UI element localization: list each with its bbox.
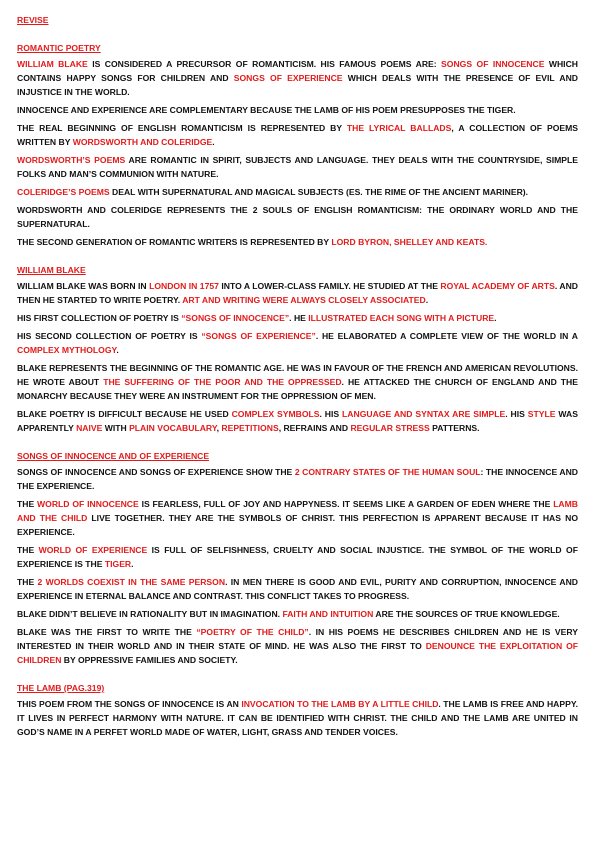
text: HIS SECOND COLLECTION OF POETRY IS [17, 331, 202, 341]
text: WITH [102, 423, 130, 433]
text: DEAL WITH SUPERNATURAL AND MAGICAL SUBJECTS (ES. THE RIME OF THE ANCIENT MARINER). [109, 187, 529, 197]
paragraph [17, 543, 578, 571]
text: . HIS [505, 409, 528, 419]
text: WAS APPARENTLY [17, 409, 578, 433]
text: WHICH DEALS WITH THE PRESENCE OF EVIL AND INJUSTICE IN THE WORLD. [17, 73, 578, 97]
section-heading: THE LAMB (PAG.319) [17, 683, 105, 693]
text: . [494, 313, 497, 323]
text: HIS FIRST COLLECTION OF POETRY IS [17, 313, 182, 323]
section-romantic-poetry [17, 41, 578, 249]
paragraph [17, 311, 578, 325]
text: WHICH CONTAINS HAPPY SONGS FOR CHILDREN AND [17, 59, 578, 83]
text: THE [17, 577, 38, 587]
red-text: SONGS OF INNOCENCE [441, 59, 545, 69]
text: THIS POEM FROM THE SONGS OF INNOCENCE IS AN [17, 699, 242, 709]
text: IS CONSIDERED A PRECURSOR OF ROMANTICISM. HIS FAMOUS POEMS ARE: [87, 59, 442, 69]
section-william-blake [17, 263, 578, 435]
text: WILLIAM BLAKE WAS BORN IN [17, 281, 150, 291]
text: , [216, 423, 222, 433]
section-revise [17, 13, 578, 27]
red-text: LAMB AND THE CHILD [17, 499, 579, 523]
red-text: REPETITIONS [221, 423, 279, 433]
section-heading: WILLIAM BLAKE [17, 265, 86, 275]
paragraph [17, 235, 578, 249]
red-text: FAITH AND INTUITION [282, 609, 374, 619]
section-songs-of-innocence-and-experience [17, 449, 578, 667]
red-text: “POETRY OF THE CHILD” [196, 627, 309, 637]
text: THE REAL BEGINNING OF ENGLISH ROMANTICISM IS REPRESENTED BY [17, 123, 347, 133]
red-text: STYLE [527, 409, 556, 419]
text: : THE INNOCENCE AND THE EXPERIENCE. [17, 467, 579, 491]
text: WORDSWORTH AND COLERIDGE REPRESENTS THE 2 SOULS OF ENGLISH ROMANTICISM: THE ORDINARY WORLD AND THE SUPERNATURAL. [17, 205, 578, 229]
text: INNOCENCE AND EXPERIENCE ARE COMPLEMENTARY BECAUSE THE LAMB OF HIS POEM PRESUPPOSES THE TIGER. [17, 105, 516, 115]
text: ARE ROMANTIC IN SPIRIT, SUBJECTS AND LANGUAGE. THEY DEALS WITH THE COUNTRYSIDE, SIMPLE FOLKS AND MAN’S COMMUNION WITH NATURE. [17, 155, 578, 179]
red-text: INVOCATION TO THE LAMB BY A LITTLE CHILD [241, 699, 439, 709]
paragraph [17, 153, 578, 181]
paragraph [17, 465, 578, 493]
red-text: LORD BYRON, SHELLEY AND KEATS. [331, 237, 488, 247]
text: IS FEARLESS, FULL OF JOY AND HAPPYNESS. IT SEEMS LIKE A GARDEN OF EDEN WHERE THE [138, 499, 554, 509]
text: , A COLLECTION OF POEMS WRITTEN BY [17, 123, 578, 147]
red-text: WORDSWORTH AND COLERIDGE [72, 137, 213, 147]
text: . [131, 559, 134, 569]
paragraph [17, 185, 578, 199]
section-heading: REVISE [17, 15, 49, 25]
red-text: ROYAL ACADEMY OF ARTS [440, 281, 555, 291]
text: BY OPPRESSIVE FAMILIES AND SOCIETY. [61, 655, 238, 665]
red-text: 2 WORLDS COEXIST IN THE SAME PERSON [37, 577, 226, 587]
paragraph [17, 103, 578, 117]
red-text: SONGS OF EXPERIENCE [233, 73, 343, 83]
text: THE [17, 499, 38, 509]
red-text: “SONGS OF EXPERIENCE” [201, 331, 316, 341]
red-text: 2 CONTRARY STATES OF THE HUMAN SOUL [294, 467, 481, 477]
text: . HIS [319, 409, 343, 419]
text: . HE [289, 313, 309, 323]
text: PATTERNS. [429, 423, 480, 433]
paragraph [17, 57, 578, 99]
red-text: PLAIN VOCABULARY [129, 423, 217, 433]
red-text: NAIVE [76, 423, 103, 433]
paragraph [17, 625, 578, 667]
paragraph [17, 361, 578, 403]
red-text: WORLD OF EXPERIENCE [38, 545, 148, 555]
text: . [116, 345, 119, 355]
red-text: THE LYRICAL BALLADS [346, 123, 452, 133]
text: . THE LAMB IS FREE AND HAPPY. IT LIVES IN PERFECT HARMONY WITH NATURE. IT CAN BE IDENTIFIED WITH CHRIST. THE CHILD AND THE LAMB ARE UNITED IN GOD’S NAME IN A PERFET WORLD MADE OF WATER, LIGHT, GRASS AND TENDER VOICES. [17, 699, 578, 737]
red-text: WILLIAM BLAKE [17, 59, 88, 69]
red-text: COMPLEX MYTHOLOGY [17, 345, 117, 355]
red-text: “SONGS OF INNOCENCE” [181, 313, 290, 323]
text: IS FULL OF SELFISHNESS, CRUELTY AND SOCIAL INJUSTICE. THE SYMBOL OF THE WORLD OF EXPERIENCE IS THE [17, 545, 578, 569]
paragraph [17, 607, 578, 621]
text: THE [17, 545, 39, 555]
red-text: ILLUSTRATED EACH SONG WITH A PICTURE [308, 313, 495, 323]
text: . HE ELABORATED A COMPLETE VIEW OF THE WORLD IN A [315, 331, 578, 341]
red-text: LONDON IN 1757 [149, 281, 219, 291]
red-text: COMPLEX SYMBOLS [231, 409, 320, 419]
red-text: ART AND WRITING WERE ALWAYS CLOSELY ASSOCIATED [182, 295, 426, 305]
paragraph [17, 203, 578, 231]
text: . [425, 295, 429, 305]
text: . IN MEN THERE IS GOOD AND EVIL, PURITY AND CORRUPTION, INNOCENCE AND EXPERIENCE IN ETERNAL BALANCE AND CONTRAST. THIS CONFLICT TAKES TO PROGRESS. [17, 577, 579, 601]
paragraph [17, 497, 578, 539]
text: LIVE TOGETHER. THEY ARE THE SYMBOLS OF CHRIST. THIS PERFECTION IS APPARENT BECAUSE IT HAS NO EXPERIENCE. [17, 513, 578, 537]
text: BLAKE POETRY IS DIFFICULT BECAUSE HE USED [17, 409, 232, 419]
red-text: LANGUAGE AND SYNTAX ARE SIMPLE [342, 409, 506, 419]
red-text: DENOUNCE THE EXPLOITATION OF CHILDREN [17, 641, 579, 665]
red-text: TIGER [104, 559, 132, 569]
text: . IN HIS POEMS HE DESCRIBES CHILDREN AND HE IS VERY INTERESTED IN THEIR WORLD AND IN THEIR STATE OF MIND. HE WAS ALSO THE FIRST TO [17, 627, 578, 651]
section-heading: SONGS OF INNOCENCE AND OF EXPERIENCE [17, 451, 210, 461]
text: . [212, 137, 215, 147]
text: . AND THEN HE STARTED TO WRITE POETRY. [17, 281, 578, 305]
red-text: THE SUFFERING OF THE POOR AND THE OPPRESSED [103, 377, 342, 387]
text: BLAKE DIDN’T BELIEVE IN RATIONALITY BUT IN IMAGINATION. [17, 609, 283, 619]
paragraph [17, 121, 578, 149]
paragraph [17, 407, 578, 435]
text: . HE ATTACKED THE CHURCH OF ENGLAND AND THE MONARCHY BECAUSE THEY WERE AN INSTRUMENT FOR THE OPPRESSION OF MEN. [17, 377, 578, 401]
paragraph [17, 279, 578, 307]
text: BLAKE WAS THE FIRST TO WRITE THE [17, 627, 197, 637]
text: , REFRAINS AND [278, 423, 351, 433]
red-text: COLERIDGE’S POEMS [17, 187, 110, 197]
red-text: REGULAR STRESS [350, 423, 430, 433]
text: THE SECOND GENERATION OF ROMANTIC WRITERS IS REPRESENTED BY [17, 237, 332, 247]
text: SONGS OF INNOCENCE AND SONGS OF EXPERIENCE SHOW THE [17, 467, 295, 477]
paragraph [17, 575, 578, 603]
section-the-lamb [17, 681, 578, 739]
paragraph [17, 697, 578, 739]
text: BLAKE REPRESENTS THE BEGINNING OF THE ROMANTIC AGE. HE WAS IN FAVOUR OF THE FRENCH AND AMERICAN REVOLUTIONS. HE WROTE ABOUT [17, 363, 578, 387]
paragraph [17, 329, 578, 357]
text: INTO A LOWER-CLASS FAMILY. HE STUDIED AT THE [218, 281, 441, 291]
text: ARE THE SOURCES OF TRUE KNOWLEDGE. [373, 609, 560, 619]
section-heading: ROMANTIC POETRY [17, 43, 101, 53]
red-text: WORLD OF INNOCENCE [37, 499, 139, 509]
red-text: WORDSWORTH’S POEMS [17, 155, 126, 165]
